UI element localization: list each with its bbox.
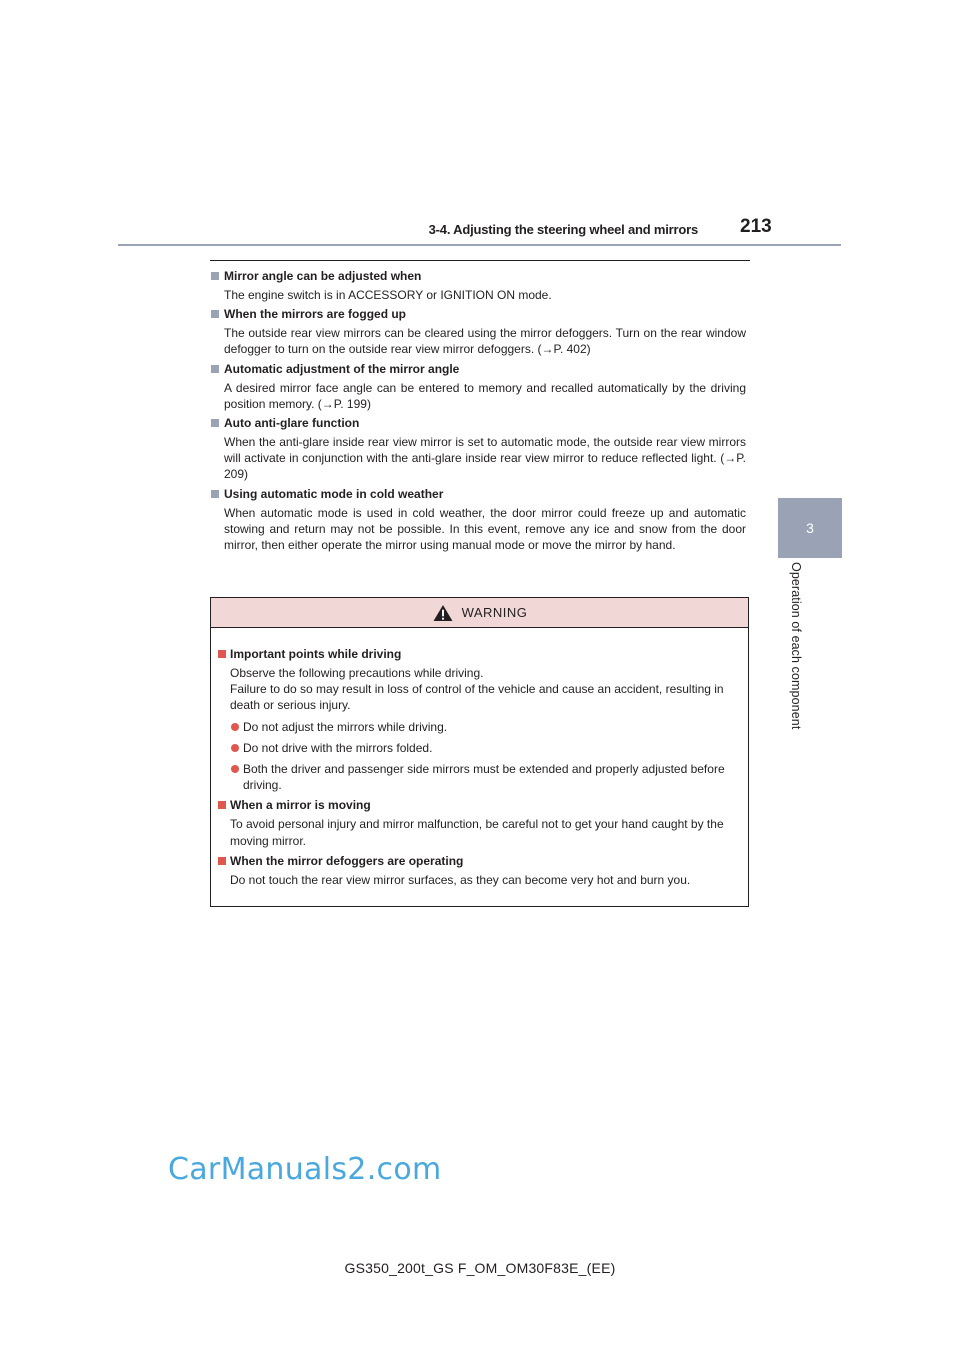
note-item: [210, 268, 746, 303]
warning-triangle-icon: [432, 604, 454, 622]
square-bullet-icon: [218, 650, 226, 658]
chapter-tab: [778, 498, 842, 558]
chapter-number: 3: [806, 520, 814, 536]
square-bullet-icon: [211, 419, 219, 427]
page-number: 213: [740, 216, 772, 237]
note-heading: When the mirrors are fogged up: [224, 307, 407, 322]
square-bullet-icon: [218, 857, 226, 865]
warning-body: [211, 628, 748, 888]
square-bullet-icon: [211, 490, 219, 498]
square-bullet-icon: [211, 365, 219, 373]
square-bullet-icon: [211, 310, 219, 318]
warning-text: To avoid personal injury and mirror malfunction, be careful not to get your hand caught by the moving mirror.: [230, 817, 724, 848]
warning-bullet: [217, 719, 742, 735]
warning-title: WARNING: [461, 605, 528, 620]
note-item: [210, 486, 746, 554]
note-item: [210, 361, 746, 412]
notes-list: [210, 268, 746, 556]
warning-heading: When a mirror is moving: [230, 798, 371, 813]
note-heading: Automatic adjustment of the mirror angle: [224, 361, 460, 376]
note-body: A desired mirror face angle can be entered to memory and recalled automatically by the driving position memory. (→P. 199): [224, 380, 746, 411]
note-body: When automatic mode is used in cold weather, the door mirror could freeze up and automatic stowing and return may not be possible. In this event, remove any ice and snow from the door mirror, then either operate the mirror using manual mode or move the mirror by hand.: [224, 505, 746, 553]
watermark-logo: CarManuals2.com: [168, 1152, 442, 1187]
round-bullet-icon: [231, 744, 239, 752]
content-top-rule: [210, 260, 750, 261]
warning-bullet-text: Both the driver and passenger side mirrors must be extended and properly adjusted before driving.: [243, 762, 725, 793]
warning-box: [210, 597, 749, 907]
warning-text: Failure to do so may result in loss of control of the vehicle and cause an accident, resulting in death or serious injury.: [230, 682, 724, 713]
warning-header: [211, 598, 748, 628]
section-title: 3-4. Adjusting the steering wheel and mirrors: [428, 222, 698, 237]
note-body: The engine switch is in ACCESSORY or IGNITION ON mode.: [224, 288, 552, 302]
round-bullet-icon: [231, 723, 239, 731]
note-item: [210, 306, 746, 357]
note-body: The outside rear view mirrors can be cleared using the mirror defoggers. Turn on the rear window defogger to turn on the outside rear view mirror defoggers. (→P. 402): [224, 326, 746, 357]
warning-text: Observe the following precautions while driving.: [230, 666, 484, 680]
square-bullet-icon: [211, 272, 219, 280]
warning-bullet: [217, 761, 742, 793]
note-heading: Mirror angle can be adjusted when: [224, 269, 422, 283]
note-heading: Auto anti-glare function: [224, 416, 360, 431]
header-rule: [118, 244, 841, 246]
square-bullet-icon: [218, 801, 226, 809]
note-item: [210, 415, 746, 483]
warning-text: Do not touch the rear view mirror surfaces, as they can become very hot and burn you.: [230, 872, 691, 887]
chapter-title: Operation of each component: [789, 562, 803, 730]
warning-bullet: [217, 740, 742, 756]
warning-bullet-text: Do not drive with the mirrors folded.: [243, 740, 433, 755]
warning-bullet-text: Do not adjust the mirrors while driving.: [243, 719, 448, 734]
warning-heading: When the mirror defoggers are operating: [230, 853, 464, 868]
note-heading: Using automatic mode in cold weather: [224, 486, 444, 501]
document-code: GS350_200t_GS F_OM_OM30F83E_(EE): [344, 1260, 616, 1276]
note-body: When the anti-glare inside rear view mirror is set to automatic mode, the outside rear view mirrors will activate in conjunction with the anti-glare inside rear view mirror to reduce reflected light. (→P. 209): [224, 435, 746, 482]
warning-heading: Important points while driving: [230, 647, 402, 661]
round-bullet-icon: [231, 765, 239, 773]
